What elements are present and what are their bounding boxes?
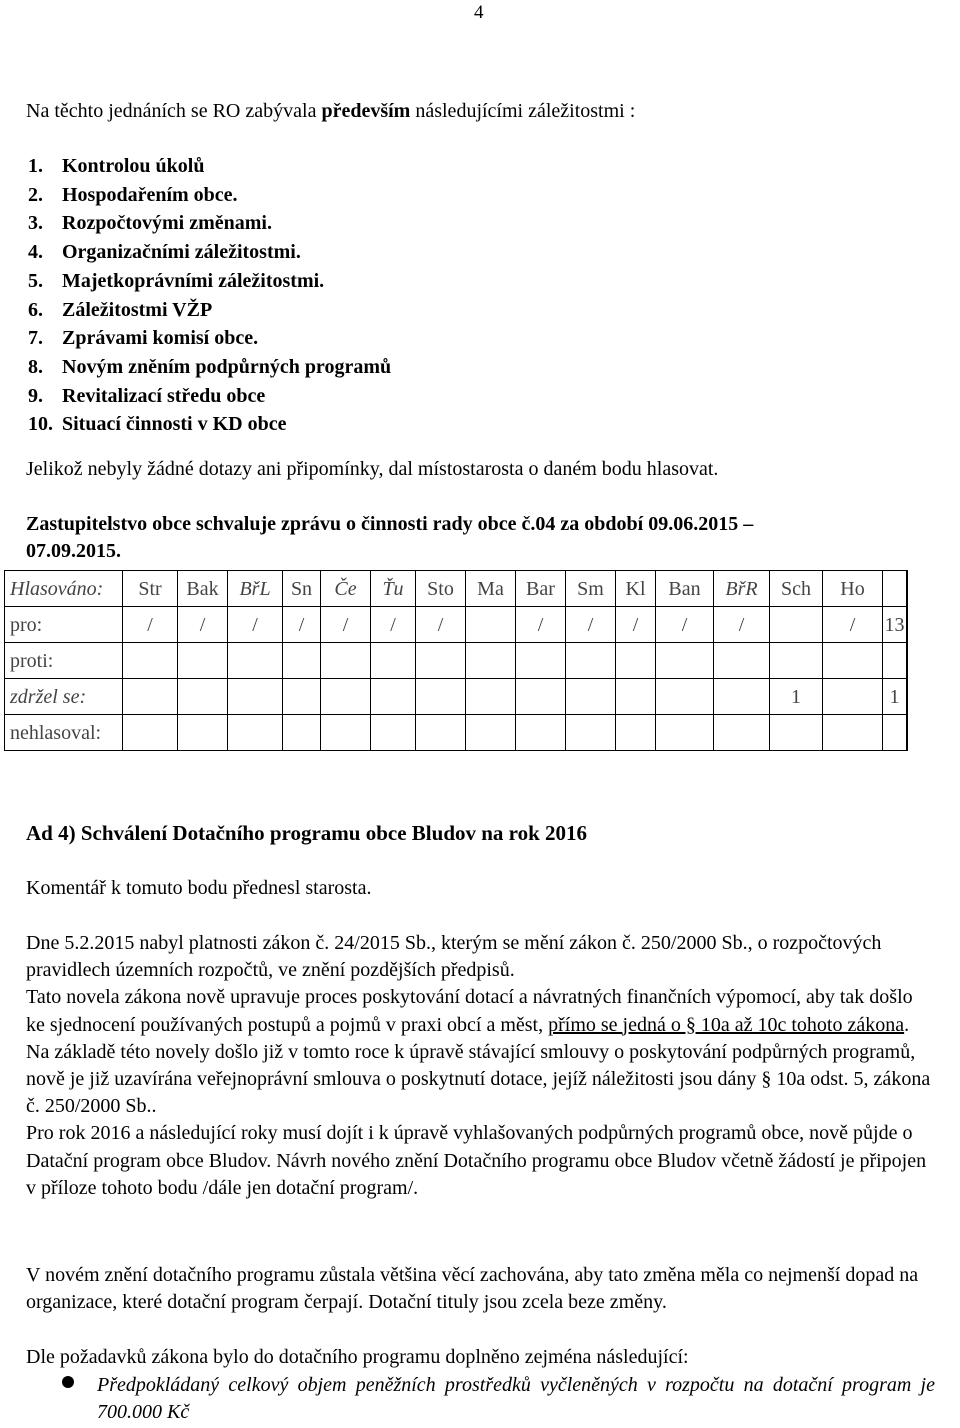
- vote-cell: /: [416, 607, 466, 643]
- vote-row-total: [883, 715, 907, 751]
- vote-cell: [321, 715, 371, 751]
- agenda-item-number: 1.: [28, 155, 43, 177]
- vote-cell: /: [283, 607, 321, 643]
- vote-row-label: pro:: [5, 607, 123, 643]
- vote-cell: [566, 679, 616, 715]
- vote-header-label: Hlasováno:: [5, 571, 123, 607]
- agenda-item: [28, 382, 391, 411]
- body-paragraph-1: [26, 930, 934, 1202]
- vote-cell: [566, 715, 616, 751]
- agenda-item-number: 2.: [28, 183, 43, 206]
- vote-cell: [656, 643, 714, 679]
- agenda-item: [28, 324, 391, 353]
- vote-cell: [714, 715, 770, 751]
- vote-cell: /: [714, 607, 770, 643]
- vote-cell: [416, 679, 466, 715]
- vote-cell: [656, 715, 714, 751]
- bullet-item-budget: Předpokládaný celkový objem peněžních prostředků vyčleněných v rozpočtu na dotační program je 700.000 Kč: [97, 1374, 935, 1423]
- vote-cell: [321, 643, 371, 679]
- page-number: 4: [474, 2, 484, 23]
- vote-cell: [516, 679, 566, 715]
- vote-cell: [283, 715, 321, 751]
- agenda-item-number: 6.: [28, 298, 43, 321]
- vote-member-sto: Sto: [416, 571, 466, 607]
- vote-cell: [228, 715, 283, 751]
- agenda-item: [28, 267, 391, 296]
- intro-post: následujícími záležitostmi :: [410, 100, 636, 122]
- agenda-item-text: Organizačními záležitostmi.: [62, 241, 301, 264]
- vote-member-sch: Sch: [770, 571, 823, 607]
- vote-row-label: zdržel se:: [5, 679, 123, 715]
- intro-pre: Na těchto jednáních se RO zabývala: [26, 100, 322, 122]
- vote-cell: [283, 643, 321, 679]
- resolution-line-2: 07.09.2015.: [26, 540, 121, 562]
- vote-cell: [123, 679, 178, 715]
- vote-cell: [823, 679, 883, 715]
- vote-cell: [178, 715, 228, 751]
- vote-member-če: Če: [321, 571, 371, 607]
- agenda-item-text: Situací činnosti v KD obce: [62, 413, 287, 436]
- intro-sentence: [26, 98, 635, 124]
- vote-cell: /: [616, 607, 656, 643]
- agenda-item: [28, 209, 391, 238]
- vote-cell: [466, 715, 516, 751]
- vote-cell: [770, 715, 823, 751]
- body-paragraph-2: V novém znění dotačního programu zůstala většina věcí zachována, aby tato změna měla co nejmenší dopad na organizace, které dotační program čerpají. Dotační tituly jsou zcela beze změny.: [26, 1264, 919, 1314]
- agenda-item-text: Majetkoprávními záležitostmi.: [62, 269, 325, 292]
- vote-cell: [228, 643, 283, 679]
- vote-cell: /: [516, 607, 566, 643]
- agenda-item-text: Revitalizací středu obce: [62, 384, 266, 407]
- vote-member-sn: Sn: [283, 571, 321, 607]
- section-comment: Komentář k tomuto bodu přednesl starosta.: [26, 877, 372, 899]
- vote-cell: [416, 715, 466, 751]
- section-heading: Ad 4) Schválení Dotačního programu obce Bludov na rok 2016: [26, 821, 588, 845]
- vote-row-extra: [907, 607, 908, 643]
- agenda-item-text: Záležitostmi VŽP: [62, 298, 213, 321]
- vote-cell: [656, 679, 714, 715]
- vote-cell: [123, 715, 178, 751]
- vote-cell: /: [321, 607, 371, 643]
- vote-cell: /: [566, 607, 616, 643]
- vote-row-total: 13: [883, 607, 907, 643]
- agenda-item-number: 3.: [28, 212, 43, 235]
- vote-member-str: Str: [123, 571, 178, 607]
- novel-purpose-end: .: [904, 1013, 910, 1036]
- vote-cell: 1: [770, 679, 823, 715]
- vote-row: [5, 607, 908, 643]
- vote-member-břr: BřR: [714, 571, 770, 607]
- agenda-item-number: 5.: [28, 269, 43, 292]
- bullet-icon: [62, 1376, 74, 1388]
- agenda-item-number: 10.: [28, 413, 53, 436]
- vote-row-label: nehlasoval:: [5, 715, 123, 751]
- vote-row-extra: [907, 679, 908, 715]
- agenda-item-number: 7.: [28, 327, 43, 350]
- vote-cell: [516, 643, 566, 679]
- agenda-item-number: 4.: [28, 241, 43, 264]
- vote-row: [5, 679, 908, 715]
- vote-cell: [616, 679, 656, 715]
- law-change-text: Dne 5.2.2015 nabyl platnosti zákon č. 24/2015 Sb., kterým se mění zákon č. 250/2000 Sb., o rozpočtových pravidlech územních rozpočtů, ve znění pozdějších předpisů.: [26, 932, 882, 982]
- vote-row-total: [883, 643, 907, 679]
- agenda-item: [28, 238, 391, 267]
- vote-cell: [770, 607, 823, 643]
- vote-member-bar: Bar: [516, 571, 566, 607]
- vote-cell: [516, 715, 566, 751]
- vote-cell: [616, 715, 656, 751]
- vote-table: [4, 570, 908, 751]
- vote-cell: [371, 715, 416, 751]
- vote-row-extra: [907, 643, 908, 679]
- agenda-item-text: Novým zněním podpůrných programů: [62, 355, 392, 378]
- vote-cell: [321, 679, 371, 715]
- agenda-item-number: 8.: [28, 355, 43, 378]
- vote-cell: [566, 643, 616, 679]
- vote-cell: [371, 643, 416, 679]
- vote-header-row: [5, 571, 908, 607]
- agenda-item: [28, 410, 391, 439]
- vote-cell: [178, 679, 228, 715]
- vote-cell: [283, 679, 321, 715]
- agenda-item: [28, 152, 391, 181]
- vote-cell: [823, 715, 883, 751]
- agenda-item-number: 9.: [28, 384, 43, 407]
- vote-row: [5, 715, 908, 751]
- vote-cell: /: [228, 607, 283, 643]
- vote-header-extra: [907, 571, 908, 607]
- vote-member-sm: Sm: [566, 571, 616, 607]
- vote-cell: [714, 679, 770, 715]
- agenda-item: [28, 353, 391, 382]
- vote-cell: /: [178, 607, 228, 643]
- body-paragraph-3: Dle požadavků zákona bylo do dotačního programu doplněno zejména následující:: [26, 1346, 689, 1368]
- intro-bold: především: [321, 100, 411, 122]
- vote-member-kl: Kl: [616, 571, 656, 607]
- contract-change-text: Na základě této novely došlo již v tomto roce k úpravě stávající smlouvy o poskytování podpůrných programů, nově je již uzavírána veřejnoprávní smlouva o poskytnutí dotace, jejíž náležitosti jsou dány § 10a odst. 5, zákona č. 250/2000 Sb..: [26, 1040, 931, 1118]
- vote-row: [5, 643, 908, 679]
- agenda-item-text: Kontrolou úkolů: [62, 155, 205, 177]
- agenda-item-text: Hospodařením obce.: [62, 183, 238, 206]
- novel-purpose-main: Tato novela zákona nově upravuje proces poskytování dotací a návratných finančních výpomocí, aby tak došlo ke sjednocení používaných postupů a pojmů v praxi obcí a měst,: [26, 986, 913, 1036]
- vote-cell: [178, 643, 228, 679]
- no-questions-text: Jelikož nebyly žádné dotazy ani připomínky, dal místostarosta o daném bodu hlasovat.: [26, 458, 719, 480]
- vote-row-label: proti:: [5, 643, 123, 679]
- agenda-item: [28, 181, 391, 210]
- vote-cell: [770, 643, 823, 679]
- vote-cell: [823, 643, 883, 679]
- vote-member-ma: Ma: [466, 571, 516, 607]
- vote-row-total: 1: [883, 679, 907, 715]
- vote-cell: [466, 679, 516, 715]
- vote-cell: [371, 679, 416, 715]
- vote-header-total: [883, 571, 907, 607]
- vote-cell: [466, 607, 516, 643]
- vote-row-extra: [907, 715, 908, 751]
- vote-cell: /: [123, 607, 178, 643]
- vote-cell: [714, 643, 770, 679]
- vote-cell: [123, 643, 178, 679]
- law-section-reference: přímo se jedná o § 10a až 10c tohoto zákona: [548, 1013, 905, 1036]
- agenda-list: [28, 152, 391, 439]
- vote-cell: [616, 643, 656, 679]
- program-2016-text: Pro rok 2016 a následující roky musí dojít i k úpravě vyhlašovaných podpůrných programů obce, nově půjde o Datační program obce Bludov. Návrh nového znění Dotačního programu obce Bludov včetně žádostí je připojen v příloze tohoto bodu /dále jen dotační program/.: [26, 1122, 927, 1199]
- resolution-line-1: Zastupitelstvo obce schvaluje zprávu o činnosti rady obce č.04 za období 09.06.2015 –: [26, 513, 754, 535]
- vote-cell: /: [656, 607, 714, 643]
- vote-cell: [228, 679, 283, 715]
- agenda-item-text: Rozpočtovými změnami.: [62, 212, 272, 235]
- vote-cell: /: [371, 607, 416, 643]
- vote-cell: [466, 643, 516, 679]
- vote-cell: /: [823, 607, 883, 643]
- vote-member-ťu: Ťu: [371, 571, 416, 607]
- vote-member-bak: Bak: [178, 571, 228, 607]
- vote-member-ho: Ho: [823, 571, 883, 607]
- vote-member-břl: BřL: [228, 571, 283, 607]
- novel-purpose-text: [26, 984, 934, 1038]
- agenda-item-text: Zprávami komisí obce.: [62, 327, 259, 350]
- vote-cell: [416, 643, 466, 679]
- vote-member-ban: Ban: [656, 571, 714, 607]
- agenda-item: [28, 296, 391, 325]
